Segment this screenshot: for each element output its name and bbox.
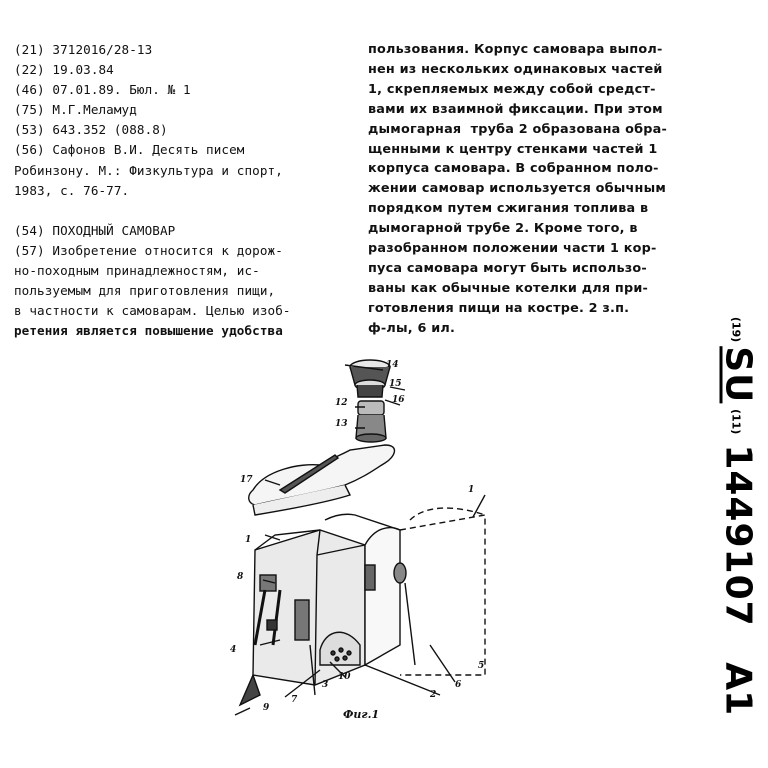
label-12: 12 [335, 398, 348, 408]
label-6: 6 [455, 680, 462, 690]
abstract-line: нен из нескольких одинаковых частей [368, 61, 663, 77]
abstract-line: разобранном положении части 1 кор- [368, 241, 657, 257]
abstract-line: 1, скрепляемых между собой средст- [368, 81, 656, 97]
label-14: 14 [386, 360, 399, 370]
kind-code: A1 [717, 661, 759, 715]
abstract-line: но-походным принадлежностям, ис- [14, 262, 260, 278]
biblio-publication-date: (46) 07.01.89. Бюл. № 1 [14, 82, 191, 98]
abstract-line: ретения является повышение удобства [14, 323, 283, 339]
abstract-line: (57) Изобретение относится к дорож- [14, 242, 283, 258]
abstract-line: жении самовар используется обычным [368, 181, 667, 197]
country-tag: (19) [729, 316, 743, 342]
figure-caption: Фиг.1 [343, 708, 380, 721]
label-15: 15 [389, 379, 402, 389]
patent-number: 1449107 [717, 443, 759, 627]
label-10: 10 [338, 672, 351, 682]
abstract-right [368, 40, 713, 339]
label-16: 16 [392, 395, 405, 405]
abstract-line: в частности к самоварам. Целью изоб- [14, 303, 291, 319]
biblio-reference-3: 1983, с. 76-77. [14, 182, 130, 198]
label-8: 8 [237, 572, 244, 582]
biblio-inventor: (75) М.Г.Меламуд [14, 102, 137, 118]
abstract-line: щенными к центру стенками частей 1 [368, 141, 658, 157]
label-13: 13 [335, 419, 348, 429]
abstract-line: дымогарная труба 2 образована обра- [368, 121, 667, 137]
abstract-line: ф-лы, 6 ил. [368, 320, 456, 336]
samovar-drawing [225, 345, 525, 740]
country-code: SU [717, 345, 759, 403]
abstract-line: пользования. Корпус самовара выпол- [368, 42, 663, 57]
label-7: 7 [291, 695, 298, 705]
label-1-right: 1 [468, 485, 475, 495]
abstract-line: готовления пищи на костре. 2 з.п. [368, 300, 630, 316]
label-1: 1 [245, 535, 252, 545]
abstract-line: порядком путем сжигания топлива в [368, 201, 649, 217]
patent-code [713, 318, 763, 713]
biblio-filing-date: (22) 19.03.84 [14, 62, 114, 78]
abstract-line: вами их взаимной фиксации. При этом [368, 101, 663, 117]
abstract-line: корпуса самовара. В собранном поло- [368, 161, 659, 177]
label-2: 2 [430, 690, 437, 700]
abstract-line: дымогарной трубе 2. Кроме того, в [368, 221, 638, 237]
abstract-line: пуса самовара могут быть использо- [368, 260, 647, 276]
biblio-reference-2: Робинзону. М.: Физкультура и спорт, [14, 162, 283, 178]
label-5: 5 [478, 661, 485, 671]
bibliographic-data [14, 40, 359, 341]
biblio-reference-1: (56) Сафонов В.И. Десять писем [14, 142, 245, 158]
label-4: 4 [230, 645, 237, 655]
label-3: 3 [322, 680, 329, 690]
number-tag: (11) [729, 408, 743, 434]
abstract-left [14, 221, 359, 342]
biblio-application-number: (21) 3712016/28-13 [14, 42, 153, 57]
label-9: 9 [263, 703, 270, 713]
abstract-line: пользуемым для приготовления пищи, [14, 283, 276, 299]
invention-title: (54) ПОХОДНЫЙ САМОВАР [14, 222, 176, 238]
patent-figure [225, 345, 525, 740]
label-17: 17 [240, 475, 253, 485]
abstract-line: ваны как обычные котелки для при- [368, 280, 649, 296]
biblio-udc: (53) 643.352 (088.8) [14, 122, 168, 138]
